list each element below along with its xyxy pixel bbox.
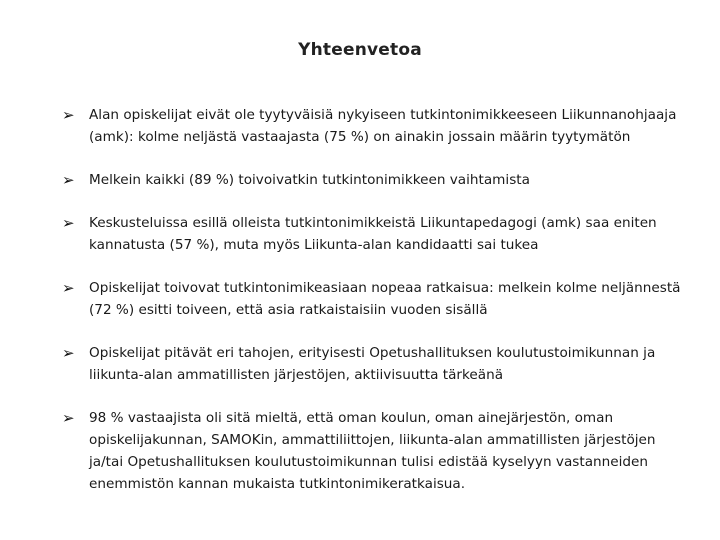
slide-title: Yhteenvetoa <box>298 40 422 60</box>
arrow-bullet-icon: ➢ <box>62 106 75 124</box>
bullet-item <box>62 277 692 321</box>
bullet-item <box>62 169 692 191</box>
bullet-text: Keskusteluissa esillä olleista tutkintonimikkeistä Liikuntapedagogi (amk) saa eniten kannatusta (57 %), muta myös Liikunta-alan kandidaatti sai tukea <box>89 215 657 253</box>
bullet-text: Opiskelijat pitävät eri tahojen, erityisesti Opetushallituksen koulutustoimikunnan ja liikunta-alan ammatillisten järjestöjen, aktiivisuutta tärkeänä <box>89 345 656 383</box>
arrow-bullet-icon: ➢ <box>62 214 75 232</box>
arrow-bullet-icon: ➢ <box>62 171 75 189</box>
bullet-text: Alan opiskelijat eivät ole tyytyväisiä nykyiseen tutkintonimikkeeseen Liikunnanohjaaja (amk): kolme neljästä vastaajasta (75 %) on ainakin jossain määrin tyytymätön <box>89 107 677 145</box>
bullet-list <box>62 104 692 495</box>
arrow-bullet-icon: ➢ <box>62 344 75 362</box>
bullet-text: Opiskelijat toivovat tutkintonimikeasiaan nopeaa ratkaisua: melkein kolme neljännestä (72 %) esitti toiveen, että asia ratkaistaisiin vuoden sisällä <box>89 280 681 318</box>
bullet-item <box>62 407 692 495</box>
arrow-bullet-icon: ➢ <box>62 279 75 297</box>
bullet-text: Melkein kaikki (89 %) toivoivatkin tutkintonimikkeen vaihtamista <box>89 172 530 188</box>
bullet-text: 98 % vastaajista oli sitä mieltä, että oman koulun, oman ainejärjestön, oman opiskelijakunnan, SAMOKin, ammattiliittojen, liikunta-alan ammatillisten järjestöjen ja/tai Opetushallituksen koulutustoimikunnan tulisi edistää kyselyyn vastanneiden enemmistön kannan mukaista tutkintonimikeratkaisua. <box>89 410 656 492</box>
bullet-item <box>62 342 692 386</box>
bullet-item <box>62 212 692 256</box>
arrow-bullet-icon: ➢ <box>62 409 75 427</box>
bullet-item <box>62 104 692 148</box>
